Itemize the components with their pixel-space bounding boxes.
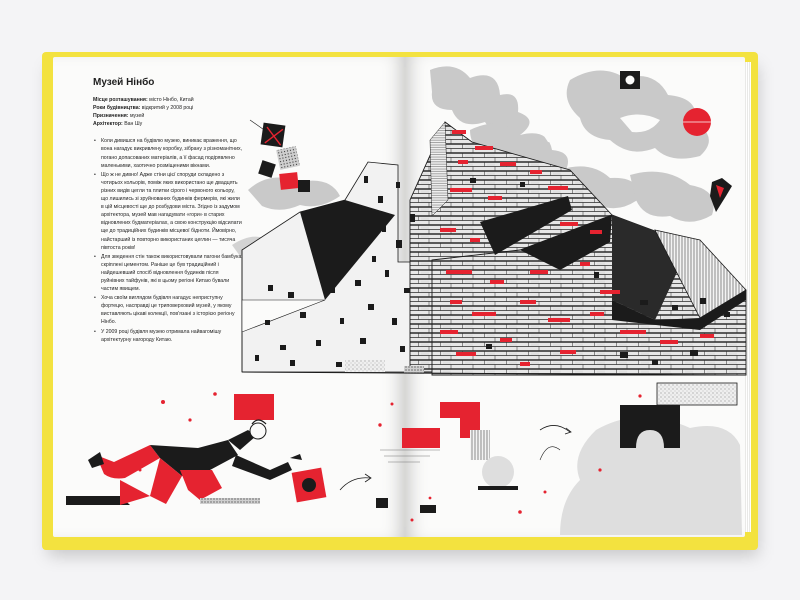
museum-building	[242, 122, 746, 375]
meta-purpose	[93, 112, 243, 120]
page-title: Музей Нінбо	[93, 77, 155, 88]
meta-label: Призначення:	[93, 113, 129, 120]
fact-item: • У 2009 році будівля музею отримала найвагомішу архітектурну нагороду Китаю.	[101, 328, 243, 344]
fact-item: • Коли дивишся на будівлю музею, виникає враження, що вона нагадує викривлену коробку, зібрану з різноманітних, погано допасованих матеріалів, а її фасад подірявлено маленькими, хаотично розміщеними вікнами.	[101, 137, 243, 169]
meta-value: музей	[129, 113, 145, 120]
meta-location	[93, 96, 243, 104]
running-man-illustration	[66, 420, 326, 505]
fact-item: • Для зведення стін також використовували пагони бамбука, скріплені цементом. Раніше це був традиційний і найдешевший спосіб відновлення будинків після руйнівних тайфунів, які в цьому регіоні Китаю бували частим явищем.	[101, 253, 243, 293]
fact-list	[93, 137, 243, 343]
article-text	[93, 77, 243, 345]
meta-years	[93, 104, 243, 112]
fact-item: • Хоча своїм виглядом будівля нагадує неприступну фортецю, насправді це триповерховий музей, у якому виставляють цікаві колекції, пов'язані з історією регіону Нінбо.	[101, 294, 243, 326]
meta-label: Місце розташування:	[93, 97, 148, 103]
meta-label: Роки будівництва:	[93, 105, 141, 112]
fact-item: • Що ж не дивно! Адже стіни цієї споруди складено з чотирьох кольорів, поміж яких використано ще двадцять різних видів цегли та плитки сірого і червоного кольору, що лишились зі зруйнованих будинків фермерів, які жили в цій місцевості ще до розбудови міста. Згідно із задумом архітектора, музей мав нагадувати «гори» в старих відновлених будматеріалах, а свою конструкцію відсилати ще до традиційних будинків місцевої бідноти. Ймовірно, найстарший із повторно використаних цеглин — тисяча півтоста років!	[101, 171, 243, 252]
meta-value: відкритий у 2008 році	[141, 105, 194, 112]
ball-shape	[482, 456, 514, 488]
meta-value: місто Нінбо, Китай	[149, 97, 194, 103]
meta-architect	[93, 120, 243, 128]
meta-value: Ван Шу	[124, 121, 143, 128]
meta-label: Архітектор:	[93, 121, 123, 128]
floating-cubes	[250, 120, 310, 192]
